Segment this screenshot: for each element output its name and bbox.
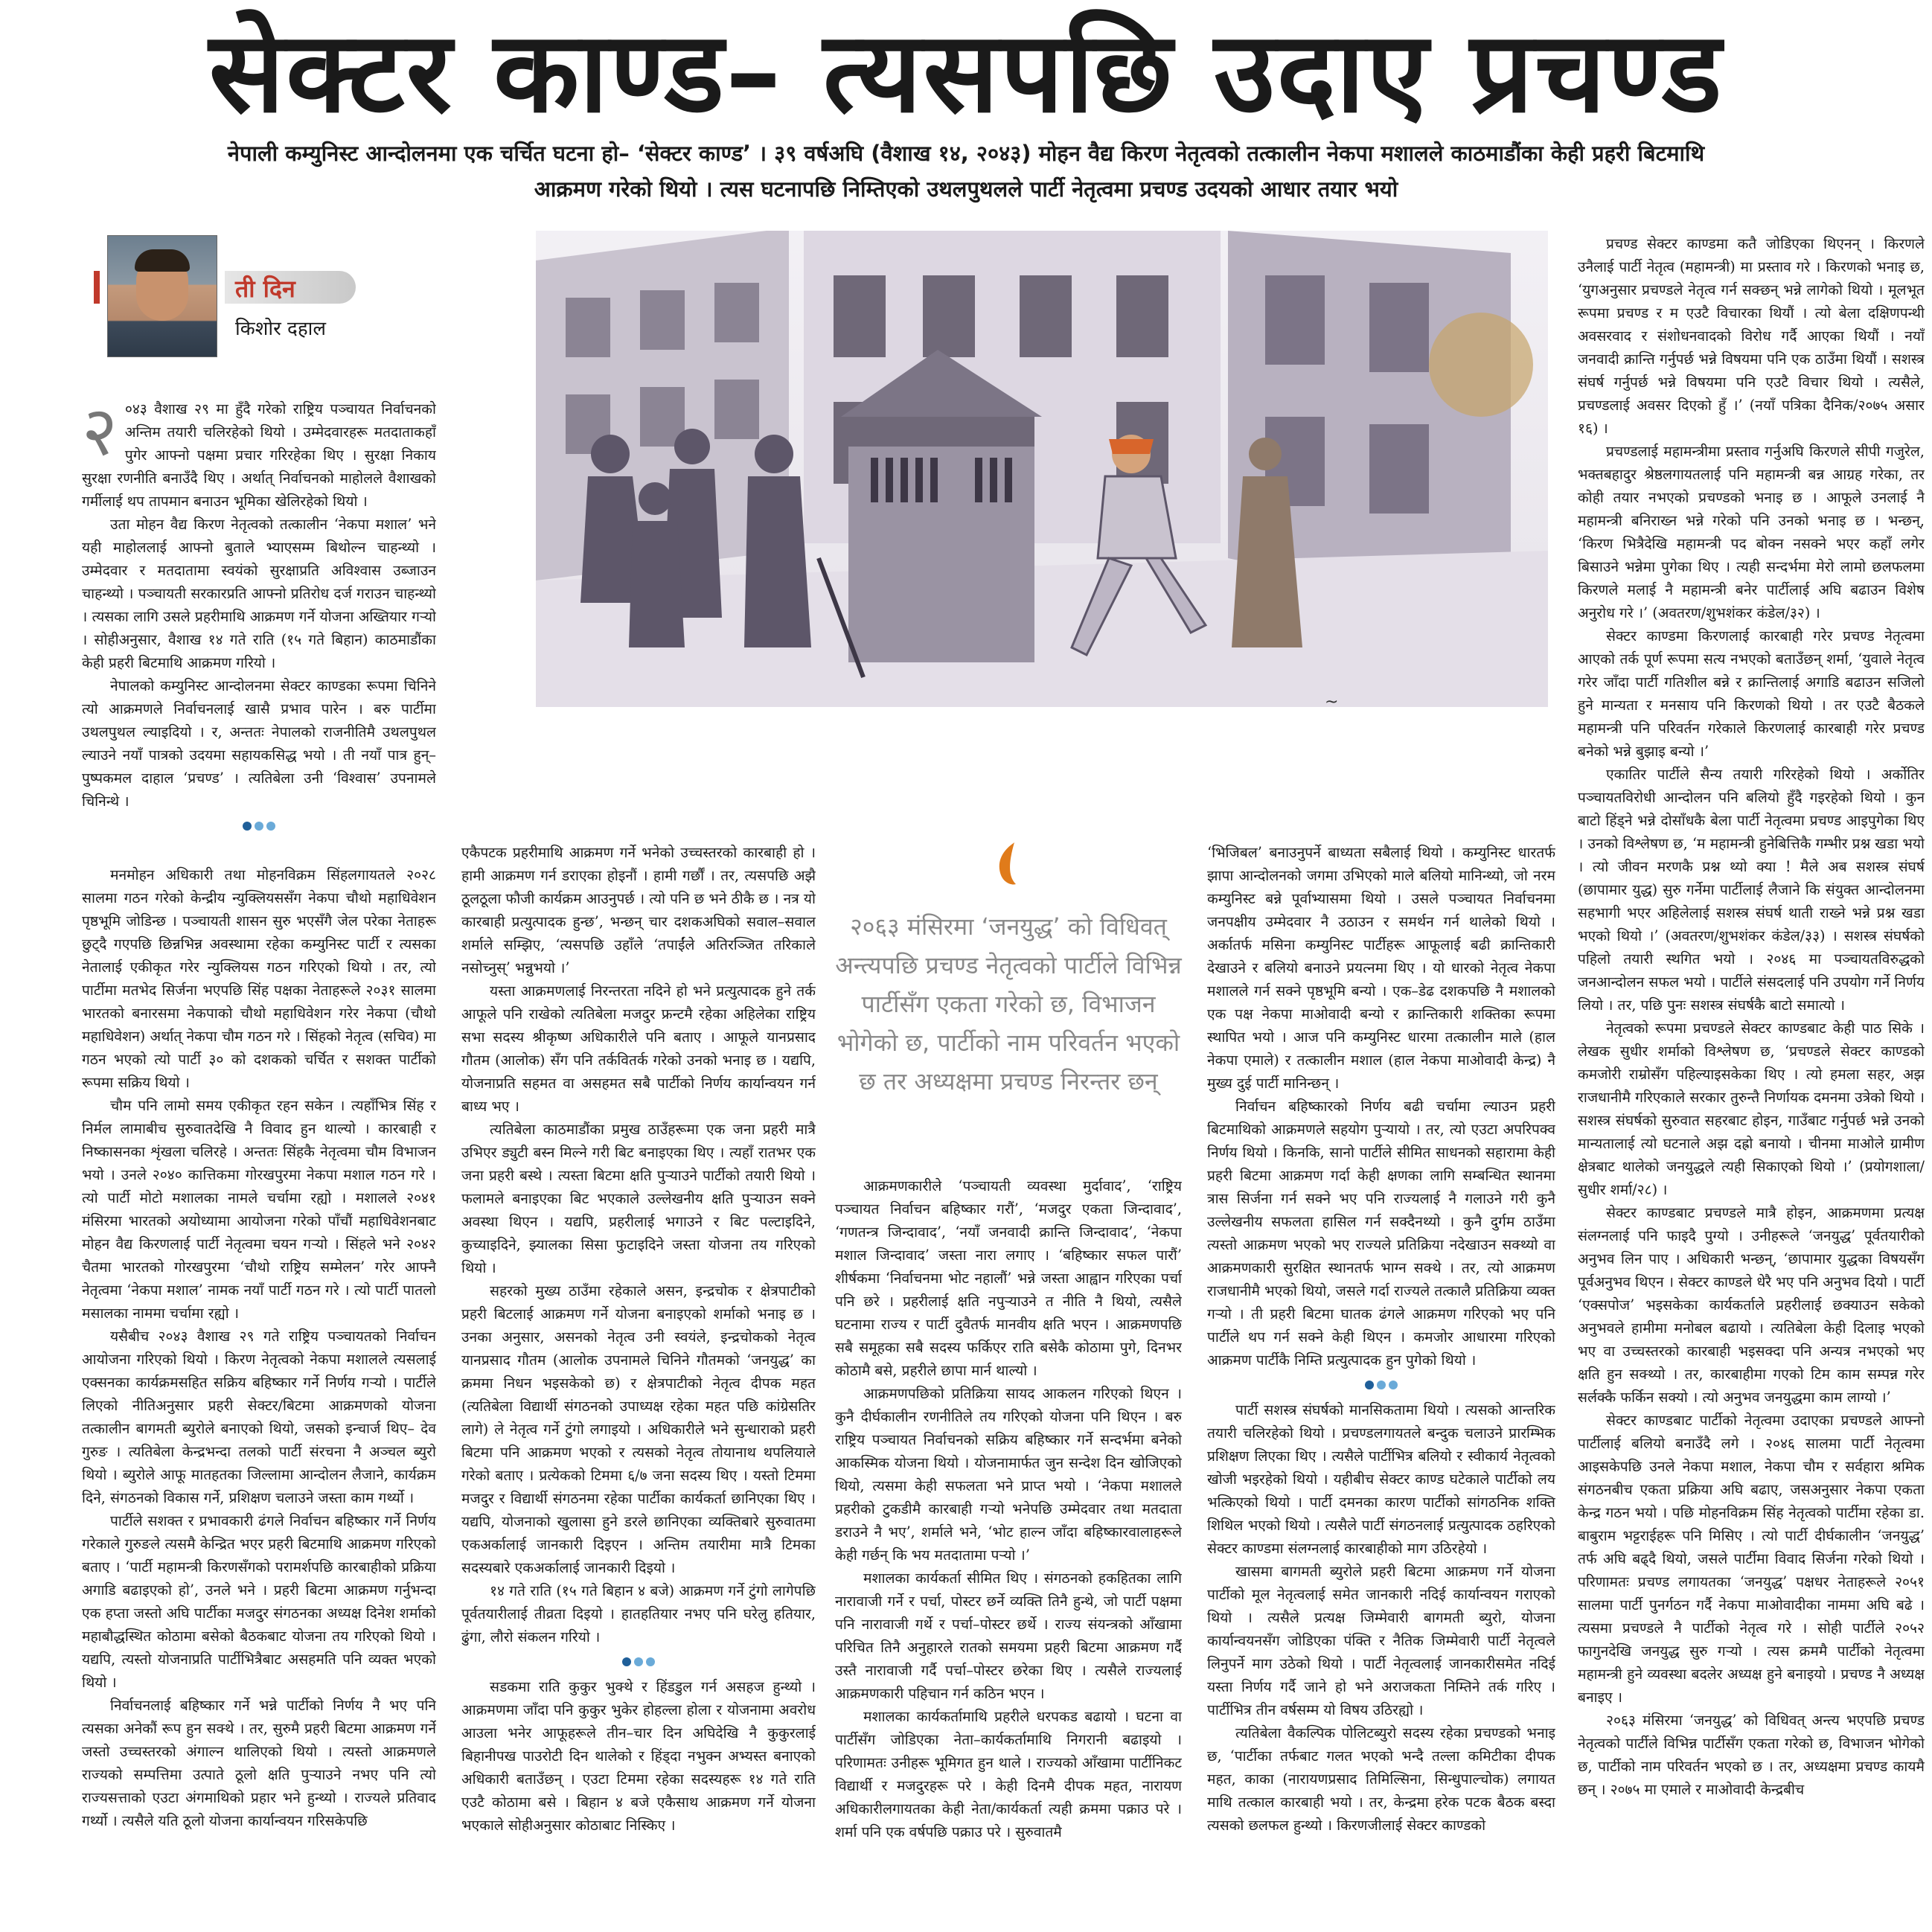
paragraph: एकैपटक प्रहरीमाथि आक्रमण गर्ने भनेको उच्चस्तरको कारबाही हो । हामी आक्रमण गर्न डराएका होइनौं । हामी गर्छौं । तर, त्यसपछि अझै ठूलठूला फौजी कार्यक्रम आउनुपर्छ । त्यो पनि छ भने ठीकै छ । नत्र यो कारबाही प्रत्युत्पादक हुन्छ’, भन्छन् चार दशकअघिको सवाल–सवाल शर्माले सम्झिए, ‘त्यसपछि उहाँले ‘तपाईंले अतिरञ्जित तरिकाले नसोच्नुस्’ भन्नुभयो ।’ (461, 844, 816, 976)
paragraph: त्यतिबेला वैकल्पिक पोलिटब्युरो सदस्य रहेका प्रचण्डको भनाइ छ, ‘पार्टीका तर्फबाट गलत भएको भन्दै तल्ला कमिटीका दीपक महत, काका (नारायणप्रसाद तिमिल्सिना, सिन्धुपाल्चोक) लगायत माथि तत्काल कारबाही भयो । तर, केन्द्रमा हरेक पटक बैठक बस्दा त्यसको छलफल हुन्थ्यो । किरणजीलाई सेक्टर काण्डको (1207, 1724, 1555, 1834)
dropcap: २ (82, 397, 118, 471)
author-photo (107, 235, 217, 357)
paragraph: २०६३ मंसिरमा ‘जनयुद्ध’ को विधिवत् अन्त्य भएपछि प्रचण्ड नेतृत्वको पार्टीले विभिन्न पार्टीसँग एकता गरेको छ, विभाजन भोगेको छ, पार्टीको नाम परिवर्तन भएको छ । तर, अध्यक्षमा प्रचण्ड कायमै छन् । २०७५ मा एमाले र माओवादी केन्द्रबीच (1578, 1712, 1925, 1798)
article-column-4 (1207, 841, 1555, 1932)
paragraph: सेक्टर काण्डबाट पार्टीको नेतृत्वमा उदाएका प्रचण्डले आफ्नो पार्टीलाई बलियो बनाउँदै लगे । २०४६ सालमा पार्टी नेतृत्वमा आइसकेपछि उनले नेकपा मशाल, नेकपा चौम र सर्वहारा श्रमिक संगठनबीच एकता प्रक्रिया अघि बढाए, जसअनुसार नेकपा एकता केन्द्र गठन भयो । पछि मोहनविक्रम सिंह नेतृत्वको पार्टीमा रहेका डा. बाबुराम भट्टराईहरू पनि मिसिए । त्यो पार्टी दीर्घकालीन ‘जनयुद्ध’ तर्फ अघि बढ्दै थियो, जसले पार्टीमा विवाद सिर्जना गरेको थियो । परिणामतः प्रचण्ड लगायतका ‘जनयुद्ध’ पक्षधर नेताहरूले २०५१ सालमा पार्टी पुनर्गठन गर्दै नेकपा माओवादीका नाममा अघि बढे । त्यसमा प्रचण्डले नै पार्टीको नेतृत्व गरे । सोही पार्टीले २०५२ फागुनदेखि जनयुद्ध सुरु गर्‍यो । त्यस क्रममै पार्टीको नेतृत्वमा महामन्त्री हुने व्यवस्था बदलेर अध्यक्ष हुने बनाइयो । प्रचण्ड नै अध्यक्ष बनाइए । (1578, 1412, 1925, 1706)
section-divider (1207, 1372, 1555, 1398)
article-column-1-top (82, 397, 436, 831)
paragraph: यस्ता आक्रमणलाई निरन्तरता नदिने हो भने प्रत्युत्पादक हुने तर्क आफूले पनि राखेको त्यतिबेला मजदुर फ्रन्टमै रहेका अहिलेका राष्ट्रिय सभा सदस्य श्रीकृष्ण अधिकारीले पनि बताए । आफूले यानप्रसाद गौतम (आलोक) सँग पनि तर्कवितर्क गरेको उनको भनाइ छ । यद्यपि, योजनाप्रति सहमत वा असहमत सबै पार्टीको निर्णय कार्यान्वयन गर्न बाध्य भए । (461, 982, 816, 1115)
pull-quote-text: २०६३ मंसिरमा ‘जनयुद्ध’ को विधिवत् अन्त्यपछि प्रचण्ड नेतृत्वको पार्टीले विभिन्न पार्टीसँग एकता गरेको छ, विभाजन भोगेको छ, पार्टीको नाम परिवर्तन भएको छ तर अध्यक्षमा प्रचण्ड निरन्तर छन् (835, 912, 1182, 1095)
paragraph: नेतृत्वको रूपमा प्रचण्डले सेक्टर काण्डबाट केही पाठ सिके । लेखक सुधीर शर्माको विश्लेषण छ, ‘प्रचण्डले सेक्टर काण्डको कमजोरी राम्रोसँग पहिल्याइसकेका थिए । त्यो हमला सहर, अझ राजधानीमै गरिएकाले सरकार तुरुन्तै निर्णायक दमनमा उत्रेको थियो । सशस्त्र संघर्षको सुरुवात सहरबाट होइन, गाउँबाट गर्नुपर्छ भन्ने उनको मान्यतालाई त्यो घटनाले अझ दह्रो बनायो । चीनमा माओले ग्रामीण क्षेत्रबाट थालेको जनयुद्धले त्यही सिकाएको थियो ।’ (प्रयोगशाला/सुधीर शर्मा/२८) । (1578, 1020, 1925, 1198)
paragraph: नेपालको कम्युनिस्ट आन्दोलनमा सेक्टर काण्डका रूपमा चिनिने त्यो आक्रमणले निर्वाचनलाई खासै प्रभाव पारेन । बरु पार्टीमा उथलपुथल ल्याइदियो । र, अन्ततः नेपालको राजनीतिमै उथलपुथल ल्याउने नयाँ पात्रको उदयमा सहायकसिद्ध भयो । ती नयाँ पात्र हुन्– पुष्पकमल दाहाल ‘प्रचण्ड’ । त्यतिबेला उनी ‘विश्वास’ उपनामले चिनिन्थे । (82, 677, 436, 810)
paragraph: पार्टी सशस्त्र संघर्षको मानसिकतामा थियो । त्यसको आन्तरिक तयारी चलिरहेको थियो । प्रचण्डलगायतले बन्दुक चलाउने प्रारम्भिक प्रशिक्षण लिएका थिए । त्यसैले पार्टीभित्र बलियो र स्वीकार्य नेतृत्वको खोजी भइरहेको थियो । यहीबीच सेक्टर काण्ड घटेकाले पार्टीको लय भत्किएको थियो । पार्टी दमनका कारण पार्टीको सांगठनिक शक्ति शिथिल भएको थियो । त्यसैले पार्टी संगठनलाई प्रत्युत्पादक ठहरिएको सेक्टर काण्डमा संलग्नलाई कारबाहीको माग उठिरहेयो । (1207, 1401, 1555, 1557)
paragraph: आक्रमणपछिको प्रतिक्रिया सायद आकलन गरिएको थिएन । कुनै दीर्घकालीन रणनीतिले तय गरिएको योजना पनि थिएन । बरु राष्ट्रिय पञ्चायत निर्वाचनको सक्रिय बहिष्कार गर्ने सन्दर्भमा बनेको आकस्मिक योजना थियो । योजनामार्फत जुन सन्देश दिन खोजिएको थियो, त्यसमा केही सफलता भने प्राप्त भयो । ‘नेकपा मशालले प्रहरीको टुकडीमै कारबाही गर्‍यो भनेपछि उम्मेदवार तथा मतदाता डराउने नै भए’, शर्माले भने, ‘भोट हाल्न जाँदा बहिष्कारवालाहरूले केही गर्छन् कि भय मतदातामा पऱ्यो ।’ (835, 1385, 1182, 1564)
paragraph: त्यतिबेला काठमाडौंका प्रमुख ठाउँहरूमा एक जना प्रहरी मात्रै उभिएर ड्युटी बस्न मिल्ने गरी बिट बनाइएका थिए । त्यहाँ रातभर एक जना प्रहरी बस्थे । त्यस्ता बिटमा क्षति पुऱ्याउने पार्टीको तयारी थियो । फलामले बनाइएका बिट भएकाले उल्लेखनीय क्षति पुऱ्याउन सक्ने अवस्था थिएन । यद्यपि, प्रहरीलाई भगाउने र बिट पल्टाइदिने, कुच्याइदिने, झ्यालका सिसा फुटाइदिने जस्ता योजना तय गरिएको थियो । (461, 1121, 816, 1276)
paragraph: मशालका कार्यकर्तामाथि प्रहरीले धरपकड बढायो । घटना वा पार्टीसँग जोडिएका नेता–कार्यकर्तामाथि निगरानी बढाइयो । परिणामतः उनीहरू भूमिगत हुन थाले । राज्यको आँखामा पार्टीनिकट विद्यार्थी र मजदुरहरू परे । केही दिनमै दीपक महत, नारायण अधिकारीलगायतका केही नेता/कार्यकर्ता त्यही क्रममा पक्राउ परे । शर्मा पनि एक वर्षपछि पक्राउ परे । सुरुवातमै (835, 1708, 1182, 1840)
section-divider (461, 1648, 816, 1675)
headline: सेक्टर काण्ड– त्यसपछि उदाए प्रचण्ड (208, 8, 1724, 138)
paragraph: मनमोहन अधिकारी तथा मोहनविक्रम सिंहलगायतले २०२८ सालमा गठन गरेको केन्द्रीय न्युक्लियससँग नेकपा चौथो महाधिवेशन पृष्ठभूमि जोडिन्छ । पञ्चायती शासन सुरु भएसँगै जेल परेका नेताहरू छुट्दै गएपछि छिन्नभिन्न अवस्थामा रहेका कम्युनिस्ट पार्टी र त्यसका नेतालाई एकीकृत गरेर न्युक्लियस गठन गरिएको थियो । तर, त्यो पार्टीमा मतभेद सिर्जना भएपछि सिंह पक्षका नेताहरूले २०३१ सालमा भारतको बनारसमा नेकपाको चौथो महाधिवेशन गरेर नेकपा (चौथो महाधिवेशन) अर्थात् नेकपा चौम गठन गरे । सिंहको नेतृत्व (सचिव) मा गठन भएको त्यो पार्टी ३० को दशकको चर्चित र सशक्त पार्टीको रूपमा सक्रिय थियो । (82, 866, 436, 1091)
article-column-5 (1578, 232, 1925, 1932)
paragraph: मशालका कार्यकर्ता सीमित थिए । संगठनको हकहितका लागि नारावाजी गर्ने र पर्चा, पोस्टर छर्ने व्यक्ति तिनै हुन्थे, जो पार्टी पक्षमा पनि नारावाजी गर्थे र पर्चा–पोस्टर छर्थे । राज्य संयन्त्रको आँखामा परिचित तिनै अनुहारले रातको समयमा प्रहरी बिटमा आक्रमण गर्दै उस्तै नारावाजी गर्दै पर्चा–पोस्टर छरेका थिए । त्यसैले राज्यलाई आक्रमणकारी पहिचान गर्न कठिन भएन । (835, 1570, 1182, 1702)
paragraph: चौम पनि लामो समय एकीकृत रहन सकेन । त्यहाँभित्र सिंह र निर्मल लामाबीच सुरुवातदेखि नै विवाद हुन थाल्यो । कारबाही र निष्कासनका शृंखला चलिरहे । अन्ततः सिंहकै नेतृत्वमा चौम विभाजन भयो । उनले २०४० कात्तिकमा गोरखपुरमा नेकपा मशाल गठन गरे । त्यो पार्टी मोटो मशालका नामले चर्चामा रह्यो । मशालले २०४१ मंसिरमा भारतको अयोध्यामा आयोजना गरेको पाँचौं महाधिवेशनबाट मोहन वैद्य किरणलाई पार्टी नेतृत्वमा चयन गर्‍यो । सिंहले भने २०४२ चैतमा भारतको गोरखपुरमा ‘चौथो राष्ट्रिय सम्मेलन’ गरेर आफ्नै नेतृत्वमा ‘नेकपा मशाल’ नामक नयाँ पार्टी गठन गरे । त्यो पार्टी पातलो मसालका नाममा चर्चामा रह्यो । (82, 1097, 436, 1322)
byline (89, 232, 387, 359)
paragraph: निर्वाचन बहिष्कारको निर्णय बढी चर्चामा ल्याउन प्रहरी बिटमाथिको आक्रमणले सहयोग पुऱ्यायो । तर, त्यो एउटा अपरिपक्व निर्णय थियो । किनकि, सानो पार्टीले सीमित साधनको सहारामा केही प्रहरी बिटमा आक्रमण गर्दा केही क्षणका लागि सम्बन्धित स्थानमा त्रास सिर्जना गर्न सक्ने भए पनि राज्यलाई नै गलाउने गरी कुनै उल्लेखनीय सफलता हासिल गर्न सक्दैनथ्यो । कुनै दुर्गम ठाउँमा त्यस्तो आक्रमण भएको भए राज्यले प्रतिक्रिया नदेखाउन सक्थ्यो वा आक्रमणकारी सुरक्षित स्थानतर्फ भाग्न सक्थे । तर, त्यो आक्रमण राजधानीमै भएको थियो, जसले गर्दा राज्यले तत्कालै प्रतिक्रिया व्यक्त गर्‍यो । ती प्रहरी बिटमा घातक ढंगले आक्रमण गरिएको भए पनि पार्टीले थप गर्न सक्ने केही थिएन । कमजोर आधारमा गरिएको आक्रमण पार्टीकै निम्ति प्रत्युत्पादक हुन पुगेको थियो । (1207, 1098, 1555, 1369)
paragraph: आक्रमणकारीले ‘पञ्चायती व्यवस्था मुर्दावाद’, ‘राष्ट्रिय पञ्चायत निर्वाचन बहिष्कार गरौं’, ‘मजदुर एकता जिन्दावाद’, ‘गणतन्त्र जिन्दावाद’, ‘नयाँ जनवादी क्रान्ति जिन्दावाद’, ‘नेकपा मशाल जिन्दावाद’ जस्ता नारा लगाए । ‘बहिष्कार सफल पारौं’ शीर्षकमा ‘निर्वाचनमा भोट नहालौं’ भन्ने जस्ता आह्वान गरिएका पर्चा पनि छरे । प्रहरीलाई क्षति नपुऱ्याउने त नीति नै थियो, त्यसैले घटनामा राज्य र पार्टी दुवैतर्फ मानवीय क्षति भएन । आक्रमणपछि सबै समूहका सबै सदस्य फर्किएर राति बसेकै कोठामा पुगे, दिनभर कोठामै बसे, प्रहरीले छापा मार्न थाल्यो । (835, 1177, 1182, 1379)
paragraph: प्रचण्डलाई महामन्त्रीमा प्रस्ताव गर्नुअघि किरणले सीपी गजुरेल, भक्तबहादुर श्रेष्ठलगायतलाई पनि महामन्त्री बन्न आग्रह गरेका, तर कोही तयार नभएको प्रचण्डको भनाइ छ । आफूले उनलाई नै महामन्त्री बनिराख्न भन्ने गरेको पनि उनको भनाइ छ । भन्छन्, ‘किरण भित्रैदेखि महामन्त्री पद बोक्न नसक्ने भएर कहाँ लगेर बिसाउने भन्नेमा पुगेका थिए । त्यही सन्दर्भमा मेरो लामो छलफलमा किरणले मलाई नै महामन्त्री बनेर पार्टीलाई अघि बढाउन विशेष अनुरोध गरे ।’ (अवतरण/शुभशंकर कंडेल/३२) । (1578, 443, 1925, 621)
quote-mark-icon (994, 841, 1023, 889)
paragraph: निर्वाचनलाई बहिष्कार गर्ने भन्ने पार्टीको निर्णय नै भए पनि त्यसका अनेकौं रूप हुन सक्थे । तर, सुरुमै प्रहरी बिटमा आक्रमण गर्ने जस्तो उच्चस्तरको अंगाल्न थालिएको थियो । त्यस्तो आक्रमणले राज्यको सम्पत्तिमा उत्पाते ठूलो क्षति पुऱ्याउने नभए पनि त्यो राज्यसत्ताको एउटा अंगमाथिको प्रहार भने हुन्थ्यो । राज्यले प्रतिवाद गर्थ्यो । त्यसैले यति ठूलो योजना कार्यान्वयन गरिसकेपछि (82, 1697, 436, 1829)
paragraph: यसैबीच २०४३ वैशाख २९ गते राष्ट्रिय पञ्चायतको निर्वाचन आयोजना गरिएको थियो । किरण नेतृत्वको नेकपा मशालले त्यसलाई एक्सनका कार्यक्रमसहित सक्रिय बहिष्कार गर्ने निर्णय गर्‍यो । पार्टीले लिएको नीतिअनुसार प्रहरी सेक्टर/बिटमा आक्रमणको योजना तत्कालीन बागमती ब्युरोले बनाएको थियो, जसको इन्चार्ज थिए– देव गुरुङ । त्यतिबेला केन्द्रभन्दा तलको पार्टी संरचना नै अञ्चल ब्युरो थियो । ब्युरोले आफू मातहतका जिल्लामा आन्दोलन लैजाने, कार्यक्रम दिने, संगठनको विकास गर्ने, प्रशिक्षण चलाउने जस्ता काम गर्थ्यो । (82, 1328, 436, 1506)
paragraph: ०४३ वैशाख २९ मा हुँदै गरेको राष्ट्रिय पञ्चायत निर्वाचनको अन्तिम तयारी चलिरहेको थियो । उम्मेदवारहरू मतदाताकहाँ पुगेर आफ्नो पक्षमा प्रचार गरिरहेका थिए । सुरक्षा निकाय सुरक्षा रणनीति बनाउँदै थिए । अर्थात् निर्वाचनको माहोलले वैशाखको गर्मीलाई थप तापमान बनाउन भूमिका खेलिरहेको थियो । (82, 400, 436, 510)
pull-quote (834, 841, 1183, 1161)
paragraph: सडकमा राति कुकुर भुक्थे र हिंडडुल गर्न असहज हुन्थ्यो । आक्रमणमा जाँदा पनि कुकुर भुकेर होहल्ला होला र योजनामा अवरोध आउला भनेर आफूहरूले तीन–चार दिन अघिदेखि नै कुकुरलाई बिहानीपख पाउरोटी दिन थालेको र हिंड्दा नभुक्न अभ्यस्त बनाएको अधिकारी बताउँछन् । एउटा टिममा रहेका सदस्यहरू १४ गते राति एउटै कोठामा बसे । बिहान ४ बजे एकैसाथ आक्रमण गर्ने योजना भएकाले सोहीअनुसार कोठाबाट निस्किए । (461, 1678, 816, 1834)
article-column-2 (461, 841, 816, 1932)
paragraph: सहरको मुख्य ठाउँमा रहेकाले असन, इन्द्रचोक र क्षेत्रपाटीको प्रहरी बिटलाई आक्रमण गर्ने योजना बनाइएको शर्माको भनाइ छ । उनका अनुसार, असनको नेतृत्व उनी स्वयंले, इन्द्रचोकको नेतृत्व यानप्रसाद गौतम (आलोक उपनामले चिनिने गौतमको ‘जनयुद्ध’ का क्रममा निधन भइसकेको छ) र क्षेत्रपाटीको नेतृत्व दीपक महत (त्यतिबेला विद्यार्थी संगठनको उपाध्यक्ष रहेका महत पछि कांग्रेसतिर लागे) ले नेतृत्व गर्ने टुंगो लगाइयो । अधिकारीले भने सुन्धाराको प्रहरी बिटमा पनि आक्रमण भएको र त्यसको नेतृत्व तोयानाथ थपलियाले गरेको बताए । प्रत्येकको टिममा ६/७ जना सदस्य थिए । यस्तो टिममा मजदुर र विद्यार्थी संगठनमा रहेका पार्टीका कार्यकर्ता छानिएका थिए । यद्यपि, योजनाको खुलासा हुने डरले छानिएका व्यक्तिबारे सुरुवातमा एकअर्कालाई जानकारी दिइएन । अन्तिम तयारीमा मात्रै टिमका सदस्यबारे एकअर्कालाई जानकारी दिइयो । (461, 1282, 816, 1576)
paragraph: उता मोहन वैद्य किरण नेतृत्वको तत्कालीन ‘नेकपा मशाल’ भने यही माहोललाई आफ्नो बुताले भ्याएसम्म बिथोल्न चाहन्थ्यो । उम्मेदवार र मतदातामा स्वयंको सुरक्षाप्रति अविश्वास उब्जाउन चाहन्थ्यो । पञ्चायती सरकारप्रति आफ्नो प्रतिरोध दर्ज गराउन चाहन्थ्यो । त्यसका लागि उसले प्रहरीमाथि आक्रमण गर्ने योजना अख्तियार गर्‍यो । सोहीअनुसार, वैशाख १४ गते राति (१५ गते बिहान) काठमाडौंका केही प्रहरी बिटमाथि आक्रमण गरियो । (82, 516, 436, 671)
column-name: ती दिन (235, 275, 295, 303)
article-column-1-bottom (82, 863, 436, 1932)
paragraph: एकातिर पार्टीले सैन्य तयारी गरिरहेको थियो । अर्कोतिर पञ्चायतविरोधी आन्दोलन पनि बलियो हुँदै गइरहेको थियो । कुन बाटो हिंड्ने भन्ने दोसाँधकै बेला पार्टी नेतृत्वमा प्रचण्ड आइपुगेका थिए । उनको विश्लेषण छ, ‘म महामन्त्री हुनेबित्तिकै गम्भीर प्रश्न खडा भयो । त्यो जीवन मरणकै प्रश्न थ्यो क्या ! मैले अब सशस्त्र संघर्ष (छापामार युद्ध) सुरु गर्नेमा पार्टीलाई लैजाने कि संयुक्त आन्दोलनमा सहभागी भएर अहिलेलाई सशस्त्र संघर्ष थाती राख्ने भन्ने प्रश्न खडा भएको थियो ।’ (अवतरण/शुभशंकर कंडेल/३३) । सशस्त्र संघर्षको पहिलो तयारी स्थगित भयो । २०४६ मा पञ्चायतविरुद्धको जनआन्दोलन सफल भयो । पार्टीले संसदलाई पनि उपयोग गर्ने निर्णय लियो । तर, पछि पुनः सशस्त्र संघर्षकै बाटो समात्यो । (1578, 766, 1925, 1014)
paragraph: सेक्टर काण्डबाट प्रचण्डले मात्रै होइन, आक्रमणमा प्रत्यक्ष संलग्नलाई पनि फाइदै पुग्यो । उनीहरूले ‘जनयुद्ध’ पूर्वतयारीको अनुभव लिन पाए । अधिकारी भन्छन्, ‘छापामार युद्धका विषयसँग पूर्वअनुभव थिएन । सेक्टर काण्डले धेरै भए पनि अनुभव दियो । पार्टी ‘एक्सपोज’ भइसकेका कार्यकर्ताले प्रहरीलाई छक्याउन सकेको अनुभवले हामीमा मनोबल बढायो । त्यतिबेला केही दिलाइ भएको भए वा उच्चस्तरको कारबाही भइसक्दा पनि अन्यत्र नभएको भए क्षति हुन सक्थ्यो । तर, कारबाहीमा गएको टिम काम सम्पन्न गरेर सर्लक्कै फर्किन सक्यो । त्यो अनुभव जनयुद्धमा काम लाग्यो ।’ (1578, 1204, 1925, 1406)
section-divider (82, 813, 436, 831)
svg-text:~: ~ (1325, 693, 1339, 711)
author-name: किशोर दहाल (235, 318, 326, 340)
paragraph: प्रचण्ड सेक्टर काण्डमा कतै जोडिएका थिएनन् । किरणले उनैलाई पार्टी नेतृत्व (महामन्त्री) मा प्रस्ताव गरे । किरणको भनाइ छ, ‘युगअनुसार प्रचण्डले नेतृत्व गर्न सक्छन् भन्ने लागेको थियो । मूलभूत रूपमा प्रचण्ड र म एउटै विचारका थियौं । त्यो बेला दक्षिणपन्थी अवसरवाद र संशोधनवादको विरोध गर्दै आएका थियौं । नयाँ जनवादी क्रान्ति गर्नुपर्छ भन्ने विषयमा पनि एक ठाउँमा थियौं । सशस्त्र संघर्ष गर्नुपर्छ भन्ने विषयमा पनि एउटै विचार थियो । त्यसैले, प्रचण्डलाई अवसर दिएको हुँ ।’ (नयाँ पत्रिका दैनिक/२०७५ असार १६) । (1578, 235, 1925, 437)
illustration (521, 231, 1563, 796)
column-accent-bar (94, 271, 100, 304)
paragraph: १४ गते राति (१५ गते बिहान ४ बजे) आक्रमण गर्ने टुंगो लागेपछि पूर्वतयारीलाई तीव्रता दिइयो । हातहतियार नभए पनि घरेलु हतियार, ढुंगा, लौरो संकलन गरियो । (461, 1582, 816, 1645)
deck: नेपाली कम्युनिस्ट आन्दोलनमा एक चर्चित घटना हो– ‘सेक्टर काण्ड’ । ३९ वर्षअघि (वैशाख १४, २०४३) मोहन वैद्य किरण नेतृत्वको तत्कालीन नेकपा मशालले काठमाडौंका केही प्रहरी बिटमाथि आक्रमण गरेको थियो । त्यस घटनापछि निम्तिएको उथलपुथलले पार्टी नेतृत्वमा प्रचण्ड उदयको आधार तयार भयो (227, 141, 1705, 202)
paragraph: सेक्टर काण्डमा किरणलाई कारबाही गरेर प्रचण्ड नेतृत्वमा आएको तर्क पूर्ण रूपमा सत्य नभएको बताउँछन् शर्मा, ‘युवाले नेतृत्व गरेर जाँदा पार्टी गतिशील बन्ने र क्रान्तिलाई अगाडि बढाउन सजिलो हुने मान्यता र मनसाय पनि किरणको थियो । तर एउटै बैठकले महामन्त्री पनि परिवर्तन गरेकाले किरणलाई कारबाही गरेर प्रचण्ड बनेको भन्ने बुझाइ बन्यो ।’ (1578, 627, 1925, 760)
paragraph: ‘भिजिबल’ बनाउनुपर्ने बाध्यता सबैलाई थियो । कम्युनिस्ट धारतर्फ झापा आन्दोलनको जगमा उभिएको माले बलियो मानिन्थ्यो, जो नरम कम्युनिस्ट बन्ने पूर्वाभ्यासमा थियो । उसले पञ्चायत निर्वाचनमा जनपक्षीय उम्मेदवार नै उठाउन र समर्थन गर्न थालेको थियो । अर्कातर्फ मसिना कम्युनिस्ट पार्टीहरू आफूलाई बढी क्रान्तिकारी देखाउने र बलियो बनाउने प्रयत्नमा थिए । यो धारको नेतृत्व नेकपा मशालले गर्न सक्ने पृष्ठभूमि बन्यो । एक–डेढ दशकपछि नै मशालको एक पक्ष नेकपा माओवादी बन्यो र क्रान्तिकारी शक्तिका रूपमा स्थापित भयो । आज पनि कम्युनिस्ट धारमा तत्कालीन माले (हाल नेकपा एमाले) र तत्कालीन मशाल (हाल नेकपा माओवादी केन्द्र) नै मुख्य दुई पार्टी मानिन्छन् । (1207, 844, 1555, 1092)
paragraph: पार्टीले सशक्त र प्रभावकारी ढंगले निर्वाचन बहिष्कार गर्ने निर्णय गरेकाले गुरुङले त्यसमै केन्द्रित भएर प्रहरी बिटमाथि आक्रमण गरिएको बताए । ‘पार्टी महामन्त्री किरणसँगको परामर्शपछि कारबाहीको प्रक्रिया अगाडि बढाइएको हो’, उनले भने । प्रहरी बिटमा आक्रमण गर्नुभन्दा एक हप्ता जस्तो अघि पार्टीका मजदुर संगठनका अध्यक्ष दिनेश शर्माको महाबौद्धस्थित कोठामा बसेको बैठकबाट योजना तय गरिएको थियो । यद्यपि, त्यस्तो योजनाप्रति पार्टीभित्रैबाट असहमति पनि व्यक्त भएको थियो । (82, 1512, 436, 1691)
article-column-3 (835, 1174, 1182, 1932)
paragraph: खासमा बागमती ब्युरोले प्रहरी बिटमा आक्रमण गर्ने योजना पार्टीको मूल नेतृत्वलाई समेत जानकारी नदिई कार्यान्वयन गराएको थियो । त्यसैले प्रत्यक्ष जिम्मेवारी बागमती ब्युरो, योजना कार्यान्वयनसँग जोडिएका पंक्ति र नैतिक जिम्मेवारी पार्टी नेतृत्वले लिनुपर्ने माग उठेको थियो । पार्टी नेतृत्वलाई जानकारीसमेत नदिई यस्ता निर्णय गर्दै जाने हो भने अराजकता निम्तिने तर्क गरिए । पार्टीभित्र तीन वर्षसम्म यो विषय उठिरह्यो । (1207, 1563, 1555, 1718)
